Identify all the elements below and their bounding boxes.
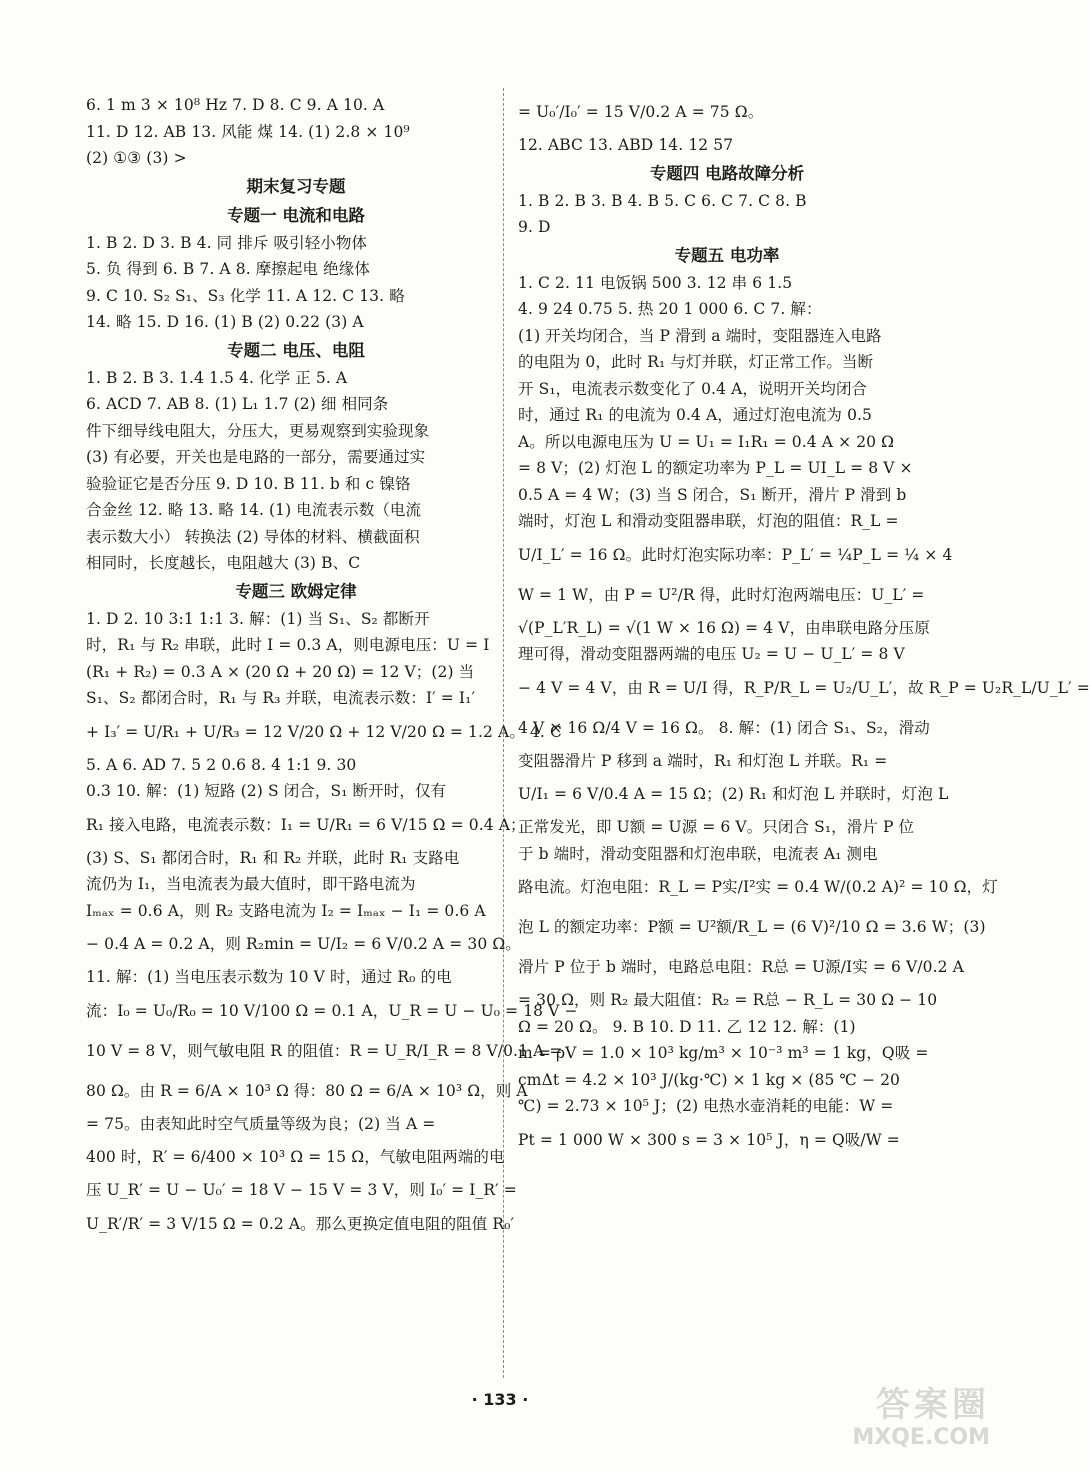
answer-line: 1. B 2. D 3. B 4. 同 排斥 吸引轻小物体 — [86, 233, 368, 252]
answer-line: 件下细导线电阻大，分压大，更易观察到实验现象 — [86, 421, 430, 440]
answer-line: 11. 解：(1) 当电压表示数为 10 V 时，通过 R₀ 的电 — [86, 968, 452, 986]
answer-line: 相同时，长度越长，电阻越大 (3) B、C — [86, 554, 361, 572]
answer-line: 正常发光，即 U额 = U源 = 6 V。只闭合 S₁，滑片 P 位 — [518, 818, 915, 836]
answer-line: Ω = 20 Ω。 9. B 10. D 11. 乙 12 12. 解：(1) — [518, 1017, 856, 1036]
answer-line: 80 Ω。由 R = 6/A × 10³ Ω 得：80 Ω = 6/A × 10³ Ω，则 A — [86, 1081, 528, 1100]
answer-line: 1. D 2. 10 3:1 1:1 3. 解：(1) 当 S₁、S₂ 都断开 — [86, 609, 430, 628]
section-heading: 专题四 电路故障分析 — [649, 163, 805, 183]
answer-line: cmΔt = 4.2 × 10³ J/(kg·℃) × 1 kg × (85 ℃ − 20 — [518, 1070, 900, 1089]
answer-line: 12. ABC 13. ABD 14. 12 57 — [518, 136, 734, 154]
answer-line: 5. A 6. AD 7. 5 2 0.6 8. 4 1:1 9. 30 — [86, 755, 357, 774]
answer-line: 5. 负 得到 6. B 7. A 8. 摩擦起电 绝缘体 — [86, 260, 370, 278]
answer-line: 0.3 10. 解：(1) 短路 (2) S 闭合，S₁ 断开时，仅有 — [86, 782, 447, 800]
answer-line: 时，R₁ 与 R₂ 串联，此时 I = 0.3 A，则电源电压：U = I — [86, 636, 490, 654]
section-heading: 期末复习专题 — [246, 176, 346, 196]
section-heading: 专题三 欧姆定律 — [235, 581, 357, 601]
watermark-bottom-text: MXQE.COM — [852, 1425, 990, 1450]
answer-line: 的电阻为 0，此时 R₁ 与灯并联，灯正常工作。当断 — [518, 353, 874, 371]
answer-line: W = 1 W，由 P = U²/R 得，此时灯泡两端电压：U_L′ = — [518, 585, 925, 604]
answer-line: 理可得，滑动变阻器两端的电压 U₂ = U − U_L′ = 8 V — [518, 645, 905, 663]
answer-line: = 8 V；(2) 灯泡 L 的额定功率为 P_L = UI_L = 8 V × — [518, 459, 913, 477]
answer-line: 6. ACD 7. AB 8. (1) L₁ 1.7 (2) 细 相同条 — [86, 395, 389, 413]
answer-line: 10 V = 8 V，则气敏电阻 R 的阻值：R = U_R/I_R = 8 V/0.1 A = — [86, 1041, 563, 1060]
answer-line: 1. B 2. B 3. B 4. B 5. C 6. C 7. C 8. B — [518, 191, 807, 210]
answer-line: Pt = 1 000 W × 300 s = 3 × 10⁵ J，η = Q吸/W = — [518, 1130, 900, 1149]
answer-line: 1. B 2. B 3. 1.4 1.5 4. 化学 正 5. A — [86, 368, 348, 387]
answer-line: 压 U_R′ = U − U₀′ = 18 V − 15 V = 3 V，则 I₀′ = I_R′ = — [86, 1181, 517, 1199]
answer-line: = 75。由表知此时空气质量等级为良；(2) 当 A = — [86, 1114, 436, 1133]
answer-line: 9. D — [518, 218, 551, 236]
watermark-top-text: 答案圈 — [876, 1385, 990, 1425]
section-heading: 专题二 电压、电阻 — [227, 340, 365, 360]
answer-line: (1) 开关均闭合，当 P 滑到 a 端时，变阻器连入电路 — [518, 326, 882, 345]
answer-line: 验验证它是否分压 9. D 10. B 11. b 和 c 镍铬 — [86, 474, 411, 493]
answer-line: U_R′/R′ = 3 V/15 Ω = 0.2 A。那么更换定值电阻的阻值 R₀′ — [86, 1214, 515, 1233]
answer-line: (2) ①③ (3) > — [86, 149, 187, 167]
answer-line: U/I₁ = 6 V/0.4 A = 15 Ω；(2) R₁ 和灯泡 L 并联时，灯泡 L — [518, 785, 949, 803]
answer-line: 路电流。灯泡电阻：R_L = P实/I²实 = 0.4 W/(0.2 A)² = 10 Ω，灯 — [518, 878, 998, 896]
answer-line: 端时，灯泡 L 和滑动变阻器串联，灯泡的阻值：R_L = — [518, 512, 899, 530]
answer-line: 9. C 10. S₂ S₁、S₃ 化学 11. A 12. C 13. 略 — [86, 286, 405, 305]
answer-line: 6. 1 m 3 × 10⁸ Hz 7. D 8. C 9. A 10. A — [86, 96, 385, 114]
answer-line: 400 时，R′ = 6/400 × 10³ Ω = 15 Ω，气敏电阻两端的电 — [86, 1148, 505, 1166]
answer-line: 流仍为 I₁，当电流表为最大值时，即干路电流为 — [86, 875, 416, 893]
answer-line: (R₁ + R₂) = 0.3 A × (20 Ω + 20 Ω) = 12 V；(2) 当 — [86, 662, 475, 681]
answer-line: 4 V × 16 Ω/4 V = 16 Ω。 8. 解：(1) 闭合 S₁、S₂，滑动 — [518, 718, 930, 737]
answer-line: S₁、S₂ 都闭合时，R₁ 与 R₃ 并联，电流表示数：I′ = I₁′ — [86, 689, 476, 707]
watermark-logo — [815, 1385, 990, 1465]
answer-line: 于 b 端时，滑动变阻器和灯泡串联，电流表 A₁ 测电 — [518, 844, 878, 863]
answer-line: (3) 有必要，开关也是电路的一部分，需要通过实 — [86, 448, 426, 466]
answer-line: − 0.4 A = 0.2 A，则 R₂min = U/I₂ = 6 V/0.2 A = 30 Ω。 — [86, 935, 521, 953]
section-heading: 专题一 电流和电路 — [227, 205, 365, 225]
answer-line: 1. C 2. 11 电饭锅 500 3. 12 串 6 1.5 — [518, 273, 793, 292]
answer-line: A。所以电源电压为 U = U₁ = I₁R₁ = 0.4 A × 20 Ω — [518, 432, 895, 451]
answer-line: 流：I₀ = U₀/R₀ = 10 V/100 Ω = 0.1 A，U_R = U − U₀ = 18 V − — [86, 1001, 578, 1020]
answer-line: (3) S、S₁ 都闭合时，R₁ 和 R₂ 并联，此时 R₁ 支路电 — [86, 848, 460, 867]
answer-line: = 30 Ω，则 R₂ 最大阻值：R₂ = R总 − R_L = 30 Ω − 10 — [518, 991, 938, 1009]
answer-line: 合金丝 12. 略 13. 略 14. (1) 电流表示数（电流 — [86, 501, 422, 519]
answer-line: R₁ 接入电路，电流表示数：I₁ = U/R₁ = 6 V/15 Ω = 0.4 A； — [86, 815, 526, 834]
answer-line: 泡 L 的额定功率：P额 = U²额/R_L = (6 V)²/10 Ω = 3.6 W；(3) — [518, 918, 986, 936]
answer-line: 滑片 P 位于 b 端时，电路总电阻：R总 = U源/I实 = 6 V/0.2 A — [518, 958, 964, 976]
section-heading: 专题五 电功率 — [674, 245, 780, 265]
answer-line: Iₘₐₓ = 0.6 A，则 R₂ 支路电流为 I₂ = Iₘₐₓ − I₁ = 0.6 A — [86, 901, 486, 920]
answer-line: 11. D 12. AB 13. 风能 煤 14. (1) 2.8 × 10⁹ — [86, 122, 410, 141]
answer-line: m = ρV = 1.0 × 10³ kg/m³ × 10⁻³ m³ = 1 kg，Q吸 = — [518, 1044, 929, 1062]
answer-line: 开 S₁，电流表示数变化了 0.4 A，说明开关均闭合 — [518, 379, 868, 398]
right-column — [518, 92, 1090, 1160]
answer-line: 4. 9 24 0.75 5. 热 20 1 000 6. C 7. 解： — [518, 300, 822, 318]
left-column — [86, 92, 578, 1244]
answer-line: = U₀′/I₀′ = 15 V/0.2 A = 75 Ω。 — [518, 103, 764, 121]
answer-line: − 4 V = 4 V，由 R = U/I 得，R_P/R_L = U₂/U_L′，故 R_P = U₂R_L/U_L′ = — [518, 678, 1090, 697]
answer-line: U/I_L′ = 16 Ω。此时灯泡实际功率：P_L′ = ¼P_L = ¼ × 4 — [518, 545, 953, 564]
answer-line: 14. 略 15. D 16. (1) B (2) 0.22 (3) A — [86, 313, 364, 331]
answer-line: 表示数大小） 转换法 (2) 导体的材料、横截面积 — [86, 527, 420, 546]
answer-line: 变阻器滑片 P 移到 a 端时，R₁ 和灯泡 L 并联。R₁ = — [518, 751, 888, 770]
answer-line: + I₃′ = U/R₁ + U/R₃ = 12 V/20 Ω + 12 V/20 Ω = 1.2 A。 4. C — [86, 722, 562, 741]
answer-line: ℃) = 2.73 × 10⁵ J；(2) 电热水壶消耗的电能：W = — [518, 1097, 894, 1115]
answer-line: 时，通过 R₁ 的电流为 0.4 A，通过灯泡电流为 0.5 — [518, 406, 873, 424]
answer-line: √(P_L′R_L) = √(1 W × 16 Ω) = 4 V，由串联电路分压原 — [518, 618, 930, 637]
page-number: · 133 · — [471, 1390, 529, 1409]
answer-line: 0.5 A = 4 W；(3) 当 S 闭合，S₁ 断开，滑片 P 滑到 b — [518, 485, 907, 504]
